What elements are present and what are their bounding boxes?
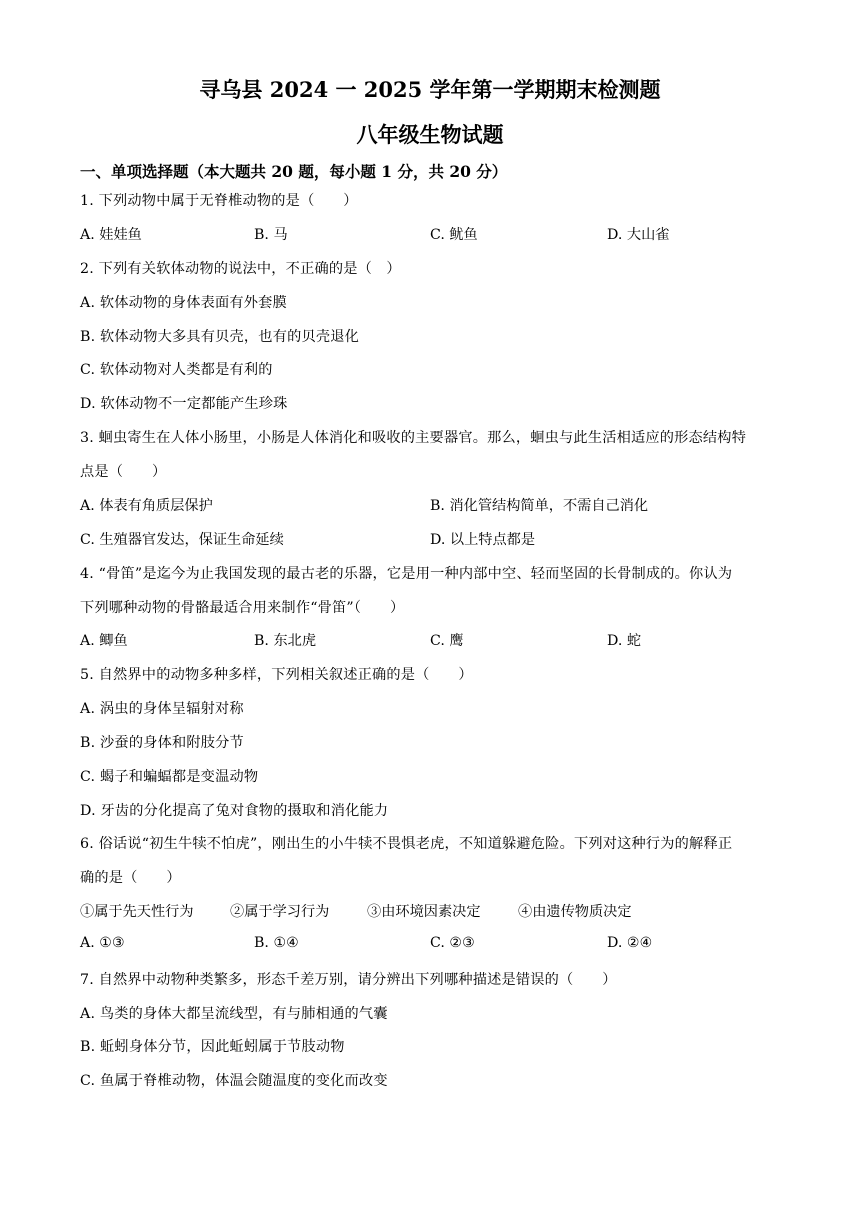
question-3-option-a: A. 体表有角质层保护 xyxy=(80,498,213,514)
question-3-option-b: B. 消化管结构简单，不需自己消化 xyxy=(430,498,649,514)
question-3-option-c: C. 生殖器官发达，保证生命延续 xyxy=(80,532,284,548)
question-1-option-a: A. 娃娃鱼 xyxy=(80,227,142,243)
question-4-stem-line1: 4. “骨笛”是迄今为止我国发现的最古老的乐器，它是用一种内部中空、轻而坚固的长骨制成的。你认为 xyxy=(80,566,733,582)
question-6-option-c: C. ②③ xyxy=(430,935,475,951)
question-6-option-d: D. ②④ xyxy=(607,935,653,951)
exam-title: 寻乌县 2024 一 2025 学年第一学期期末检测题 xyxy=(199,77,661,102)
question-7-option-b: B. 蚯蚓身体分节，因此蚯蚓属于节肢动物 xyxy=(80,1039,345,1055)
question-2-option-b: B. 软体动物大多具有贝壳，也有的贝壳退化 xyxy=(80,329,360,345)
question-2-option-d: D. 软体动物不一定都能产生珍珠 xyxy=(80,396,288,412)
exam-subtitle: 八年级生物试题 xyxy=(356,122,504,147)
question-3-stem-line2: 点是（ ） xyxy=(80,464,167,480)
question-6-option-b: B. ①④ xyxy=(254,935,299,951)
question-6-statement-1: ①属于先天性行为 xyxy=(80,904,194,920)
question-7-option-a: A. 鸟类的身体大都呈流线型，有与肺相通的气囊 xyxy=(80,1006,388,1022)
question-4-option-c: C. 鹰 xyxy=(430,633,464,649)
question-3-stem-line1: 3. 蛔虫寄生在人体小肠里，小肠是人体消化和吸收的主要器官。那么，蛔虫与此生活相适应的形态结构特 xyxy=(80,430,747,446)
question-4-option-b: B. 东北虎 xyxy=(254,633,317,649)
question-5-option-c: C. 蝎子和蝙蝠都是变温动物 xyxy=(80,769,259,785)
question-5-stem: 5. 自然界中的动物多种多样，下列相关叙述正确的是（ ） xyxy=(80,667,473,683)
question-2-stem: 2. 下列有关软体动物的说法中，不正确的是（ ） xyxy=(80,261,401,277)
question-5-option-d: D. 牙齿的分化提高了兔对食物的摄取和消化能力 xyxy=(80,803,389,819)
question-7-stem: 7. 自然界中动物种类繁多，形态千差万别，请分辨出下列哪种描述是错误的（ ） xyxy=(80,972,617,988)
question-6-option-a: A. ①③ xyxy=(80,935,125,951)
question-3-option-d: D. 以上特点都是 xyxy=(430,532,536,548)
question-1-stem: 1. 下列动物中属于无脊椎动物的是（ ） xyxy=(80,193,358,209)
question-4-option-a: A. 鲫鱼 xyxy=(80,633,128,649)
question-4-stem-line2: 下列哪种动物的骨骼最适合用来制作“骨笛”（ ） xyxy=(80,600,405,616)
question-2-option-a: A. 软体动物的身体表面有外套膜 xyxy=(80,295,287,311)
section-heading: 一、单项选择题（本大题共 20 题，每小题 1 分，共 20 分） xyxy=(80,162,508,181)
question-1-option-b: B. 马 xyxy=(254,227,288,243)
question-6-stem-line2: 确的是（ ） xyxy=(80,870,181,886)
question-2-option-c: C. 软体动物对人类都是有利的 xyxy=(80,362,273,378)
question-1-option-c: C. 鱿鱼 xyxy=(430,227,478,243)
question-6-statement-4: ④由遗传物质决定 xyxy=(518,904,632,920)
question-4-option-d: D. 蛇 xyxy=(607,633,642,649)
question-5-option-a: A. 涡虫的身体呈辐射对称 xyxy=(80,701,244,717)
question-5-option-b: B. 沙蚕的身体和附肢分节 xyxy=(80,735,244,751)
question-6-stem-line1: 6. 俗话说“初生牛犊不怕虎”，刚出生的小牛犊不畏惧老虎，不知道躲避危险。下列对这种行为的解释正 xyxy=(80,836,733,852)
question-6-statement-2: ②属于学习行为 xyxy=(230,904,330,920)
question-6-statement-3: ③由环境因素决定 xyxy=(367,904,481,920)
question-7-option-c: C. 鱼属于脊椎动物，体温会随温度的变化而改变 xyxy=(80,1073,388,1089)
question-1-option-d: D. 大山雀 xyxy=(607,227,670,243)
